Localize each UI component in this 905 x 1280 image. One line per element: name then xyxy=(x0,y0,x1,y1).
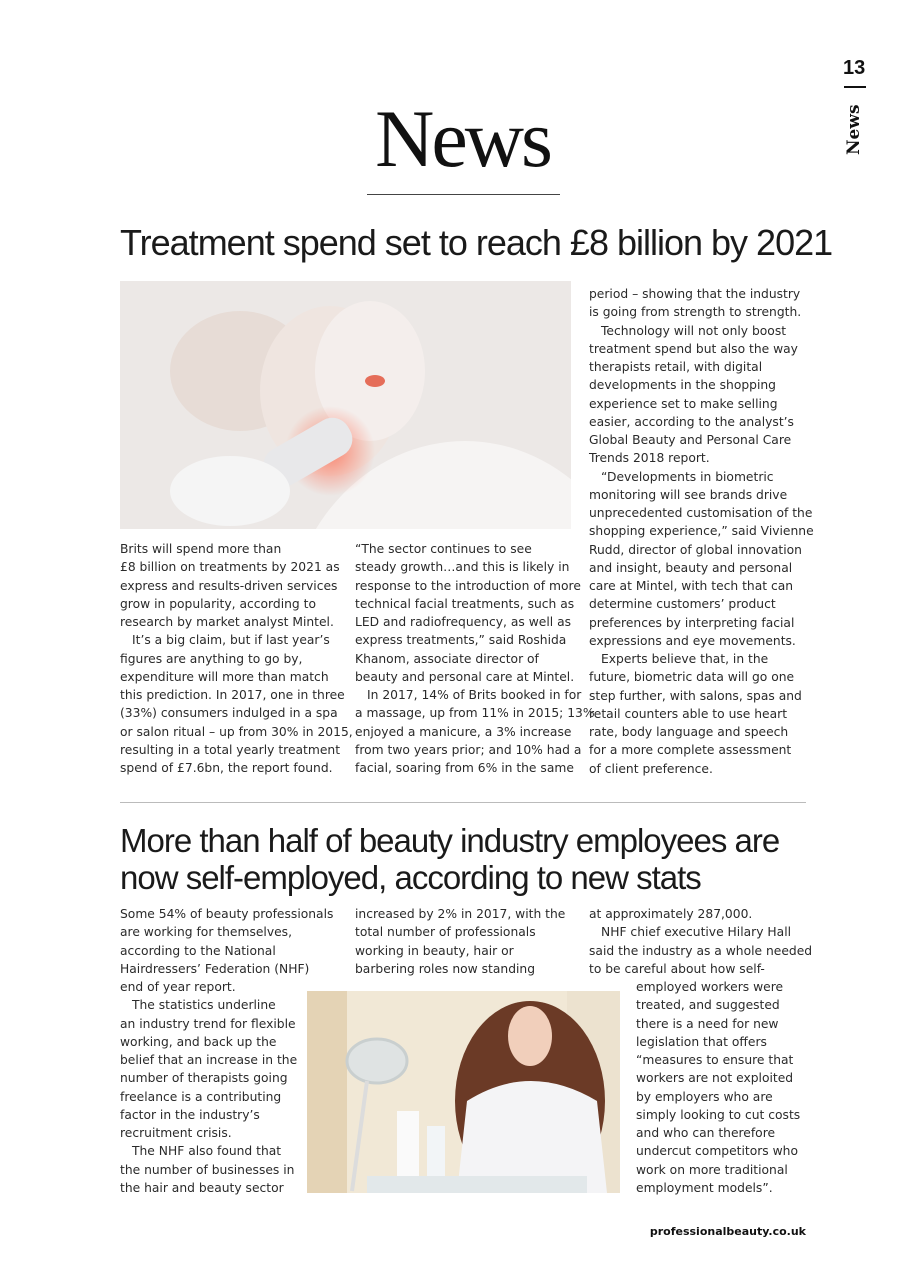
text-line: by employers who are xyxy=(636,1089,773,1104)
text-line: preferences by interpreting facial xyxy=(589,615,795,630)
text-line: legislation that offers xyxy=(636,1034,767,1049)
article2-headline xyxy=(120,822,779,896)
text-line: belief that an increase in the xyxy=(120,1053,298,1067)
text-line: steady growth…and this is likely in xyxy=(355,560,570,575)
text-line: the hair and beauty sector xyxy=(120,1180,284,1195)
text-line: (33%) consumers indulged in a spa xyxy=(120,706,338,721)
text-line: period – showing that the industry xyxy=(589,287,801,301)
text-line: express treatments,” said Roshida xyxy=(355,633,567,648)
article2-headline-line-2: now self-employed, according to new stats xyxy=(120,859,701,896)
text-line: there is a need for new xyxy=(636,1016,779,1031)
text-line: spend of £7.6bn, the report found. xyxy=(120,761,333,775)
text-line: Rudd, director of global innovation xyxy=(589,542,802,557)
text-line: rate, body language and speech xyxy=(589,725,789,739)
beauty-therapist-photo xyxy=(307,991,620,1193)
text-line: simply looking to cut costs xyxy=(636,1107,801,1122)
text-line: expenditure will more than match xyxy=(120,669,329,684)
text-line: In 2017, 14% of Brits booked in for xyxy=(367,688,582,702)
text-line: Experts believe that, in the xyxy=(601,652,769,666)
article1-headline: Treatment spend set to reach £8 billion by 2021 xyxy=(120,222,833,263)
text-line: increased by 2% in 2017, with the xyxy=(355,907,566,921)
article1-column-3 xyxy=(589,285,814,778)
text-line: technical facial treatments, such as xyxy=(355,596,575,611)
text-line: from two years prior; and 10% had a xyxy=(355,742,582,757)
text-line: treatment spend but also the way xyxy=(589,341,798,356)
text-line: and insight, beauty and personal xyxy=(589,560,793,575)
text-line: research by market analyst Mintel. xyxy=(120,615,334,629)
text-line: The statistics underline xyxy=(132,998,276,1013)
text-line: said the industry as a whole needed xyxy=(589,943,813,958)
text-line: figures are anything to go by, xyxy=(120,651,303,666)
text-line: determine customers’ product xyxy=(589,597,776,612)
article-divider xyxy=(120,802,806,803)
text-line: step further, with salons, spas and xyxy=(589,688,802,703)
beauty-therapist-illustration xyxy=(307,991,620,1193)
masthead-rule xyxy=(367,194,560,195)
text-line: NHF chief executive Hilary Hall xyxy=(601,925,792,940)
text-line: response to the introduction of more xyxy=(355,578,581,593)
text-line: The NHF also found that xyxy=(132,1144,282,1159)
text-line: care at Mintel, with tech that can xyxy=(589,579,794,593)
article2-column-3-wrap xyxy=(636,978,800,1197)
text-line: an industry trend for flexible xyxy=(120,1016,296,1031)
article2-headline-line-1: More than half of beauty industry employees are xyxy=(120,822,780,859)
text-line: monitoring will see brands drive xyxy=(589,487,788,502)
text-line: Hairdressers’ Federation (NHF) xyxy=(120,961,310,976)
text-line: number of therapists going xyxy=(120,1071,288,1086)
text-line: of client preference. xyxy=(589,761,713,776)
text-line: according to the National xyxy=(120,943,276,958)
text-line: LED and radiofrequency, as well as xyxy=(355,615,572,629)
text-line: enjoyed a manicure, a 3% increase xyxy=(355,724,572,739)
text-line: barbering roles now standing xyxy=(355,961,536,976)
text-line: “Developments in biometric xyxy=(601,469,774,484)
text-line: to be careful about how self- xyxy=(589,961,765,976)
text-line: the number of businesses in xyxy=(120,1162,295,1177)
text-line: working in beauty, hair or xyxy=(355,943,514,958)
section-side-label: News xyxy=(844,104,864,155)
article2-column-1 xyxy=(120,905,333,1197)
page-number: 13 xyxy=(843,57,866,79)
text-line: working, and back up the xyxy=(120,1034,277,1049)
text-line: for a more complete assessment xyxy=(589,743,792,758)
article2-column-2 xyxy=(355,905,565,978)
page-number-rule xyxy=(844,86,866,88)
facial-treatment-photo xyxy=(120,281,571,529)
text-line: experience set to make selling xyxy=(589,396,778,411)
article2-column-3 xyxy=(589,905,812,978)
text-line: “measures to ensure that xyxy=(636,1053,794,1067)
text-line: “The sector continues to see xyxy=(355,542,532,556)
text-line: this prediction. In 2017, one in three xyxy=(120,688,345,702)
text-line: employment models”. xyxy=(636,1180,773,1195)
text-line: grow in popularity, according to xyxy=(120,596,316,611)
text-line: factor in the industry’s xyxy=(120,1107,260,1122)
text-line: recruitment crisis. xyxy=(120,1126,232,1140)
text-line: and who can therefore xyxy=(636,1126,776,1140)
text-line: unprecedented customisation of the xyxy=(589,506,813,520)
article1-column-1 xyxy=(120,540,353,777)
text-line: total number of professionals xyxy=(355,925,536,940)
text-line: or salon ritual – up from 30% in 2015, xyxy=(120,724,353,739)
text-line: treated, and suggested xyxy=(636,998,780,1013)
text-line: at approximately 287,000. xyxy=(589,907,753,921)
text-line: Some 54% of beauty professionals xyxy=(120,907,334,921)
text-line: It’s a big claim, but if last year’s xyxy=(132,633,330,648)
text-line: work on more traditional xyxy=(636,1162,788,1177)
text-line: Technology will not only boost xyxy=(601,323,787,338)
text-line: £8 billion on treatments by 2021 as xyxy=(120,560,340,575)
text-line: resulting in a total yearly treatment xyxy=(120,742,341,757)
text-line: therapists retail, with digital xyxy=(589,360,763,374)
text-line: expressions and eye movements. xyxy=(589,633,796,648)
text-line: future, biometric data will go one xyxy=(589,670,795,685)
text-line: freelance is a contributing xyxy=(120,1089,282,1104)
text-line: Global Beauty and Personal Care xyxy=(589,433,792,447)
text-line: beauty and personal care at Mintel. xyxy=(355,669,575,684)
text-line: employed workers were xyxy=(636,980,784,994)
text-line: Khanom, associate director of xyxy=(355,651,539,666)
text-line: is going from strength to strength. xyxy=(589,305,802,320)
text-line: shopping experience,” said Vivienne xyxy=(589,524,814,539)
text-line: retail counters able to use heart xyxy=(589,706,788,721)
article1-column-2 xyxy=(355,540,595,777)
text-line: developments in the shopping xyxy=(589,378,776,393)
text-line: workers are not exploited xyxy=(636,1071,794,1086)
text-line: easier, according to the analyst’s xyxy=(589,414,794,429)
text-line: are working for themselves, xyxy=(120,925,293,940)
footer-website[interactable]: professionalbeauty.co.uk xyxy=(649,1225,806,1238)
text-line: a massage, up from 11% in 2015; 13% xyxy=(355,706,595,721)
text-line: undercut competitors who xyxy=(636,1144,798,1159)
text-line: express and results-driven services xyxy=(120,578,338,593)
section-masthead: News xyxy=(375,93,550,184)
text-line: Brits will spend more than xyxy=(120,542,282,556)
text-line: Trends 2018 report. xyxy=(589,451,710,466)
text-line: facial, soaring from 6% in the same xyxy=(355,761,574,775)
facial-treatment-illustration xyxy=(120,281,571,529)
text-line: end of year report. xyxy=(120,980,236,994)
